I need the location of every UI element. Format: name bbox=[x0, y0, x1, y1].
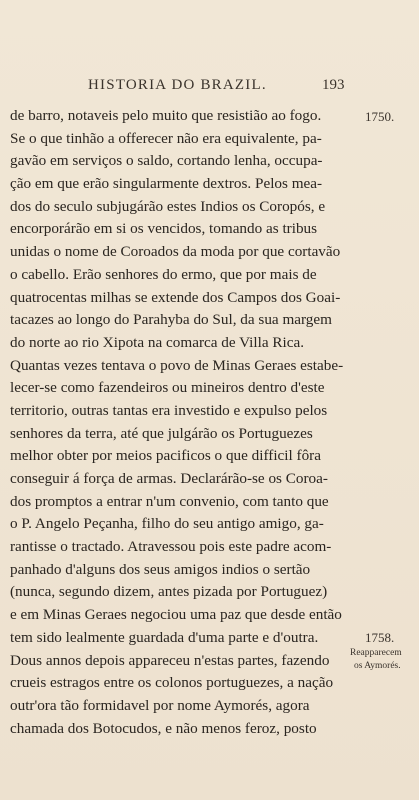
text-line: lecer-se como fazendeiros ou mineiros dentro d'este bbox=[10, 379, 325, 397]
text-line: encorporárão em si os vencidos, tomando as tribus bbox=[10, 220, 318, 238]
text-line: de barro, notaveis pelo muito que resistião ao fogo. bbox=[10, 107, 322, 124]
margin-note: os Aymorés. bbox=[354, 661, 401, 671]
text-line: territorio, outras tantas era investido e expulso pelos bbox=[10, 401, 328, 419]
text-line: panhado d'alguns dos seus amigos indios o sertão bbox=[10, 560, 311, 578]
text-line: quatrocentas milhas se extende dos Campos dos Goai- bbox=[10, 288, 341, 306]
body-text bbox=[10, 105, 355, 740]
text-line: o P. Angelo Peçanha, filho do seu antigo amigo, ga- bbox=[10, 515, 324, 533]
text-line: o cabello. Erão senhores do ermo, que por mais de bbox=[10, 265, 317, 283]
text-line: crueis estragos entre os colonos portuguezes, a nação bbox=[10, 674, 334, 692]
running-title: HISTORIA DO BRAZIL. bbox=[88, 77, 267, 93]
text-line: unidas o nome de Coroados da moda por que cortavão bbox=[10, 243, 341, 261]
text-line: gavão em serviços o saldo, cortando lenha, occupa- bbox=[10, 152, 323, 170]
text-line: (nunca, segundo dizem, antes pizada por Portuguez) bbox=[10, 583, 328, 601]
margin-year: 1750. bbox=[365, 109, 395, 124]
text-line: rantisse o tractado. Atravessou pois este padre acom- bbox=[10, 538, 332, 556]
text-line: do norte ao rio Xipota na comarca de Villa Rica. bbox=[10, 333, 305, 351]
text-line: conseguir á força de armas. Declarárão-se os Coroa- bbox=[10, 470, 328, 487]
text-line: dos promptos a entrar n'um convenio, com tanto que bbox=[10, 492, 329, 510]
margin-note: Reapparecem bbox=[350, 648, 402, 658]
text-line: Quantas vezes tentava o povo de Minas Geraes estabe- bbox=[10, 356, 344, 374]
text-line: dos do seculo subjugárão estes Indios os Coropós, e bbox=[10, 197, 326, 215]
text-line: Dous annos depois appareceu n'estas partes, fazendo bbox=[10, 651, 330, 669]
text-line: Se o que tinhão a offerecer não era equivalente, pa- bbox=[10, 129, 322, 147]
text-line: melhor obter por meios pacificos o que difficil fôra bbox=[10, 447, 321, 465]
text-line: tem sido lealmente guardada d'uma parte e d'outra. bbox=[10, 628, 319, 646]
text-line: outr'ora tão formidavel por nome Aymorés, agora bbox=[10, 696, 310, 714]
page-header bbox=[0, 77, 419, 97]
page-number: 193 bbox=[322, 77, 345, 93]
margin-year: 1758. bbox=[365, 630, 395, 645]
text-line: e em Minas Geraes negociou uma paz que desde então bbox=[10, 606, 342, 624]
text-line: chamada dos Botocudos, e não menos feroz, posto bbox=[10, 719, 317, 737]
text-line: tacazes ao longo do Parahyba do Sul, da sua margem bbox=[10, 311, 332, 329]
text-line: ção em que erão singularmente dextros. Pelos mea- bbox=[10, 175, 323, 193]
text-line: senhores da terra, até que julgárão os Portuguezes bbox=[10, 424, 313, 442]
